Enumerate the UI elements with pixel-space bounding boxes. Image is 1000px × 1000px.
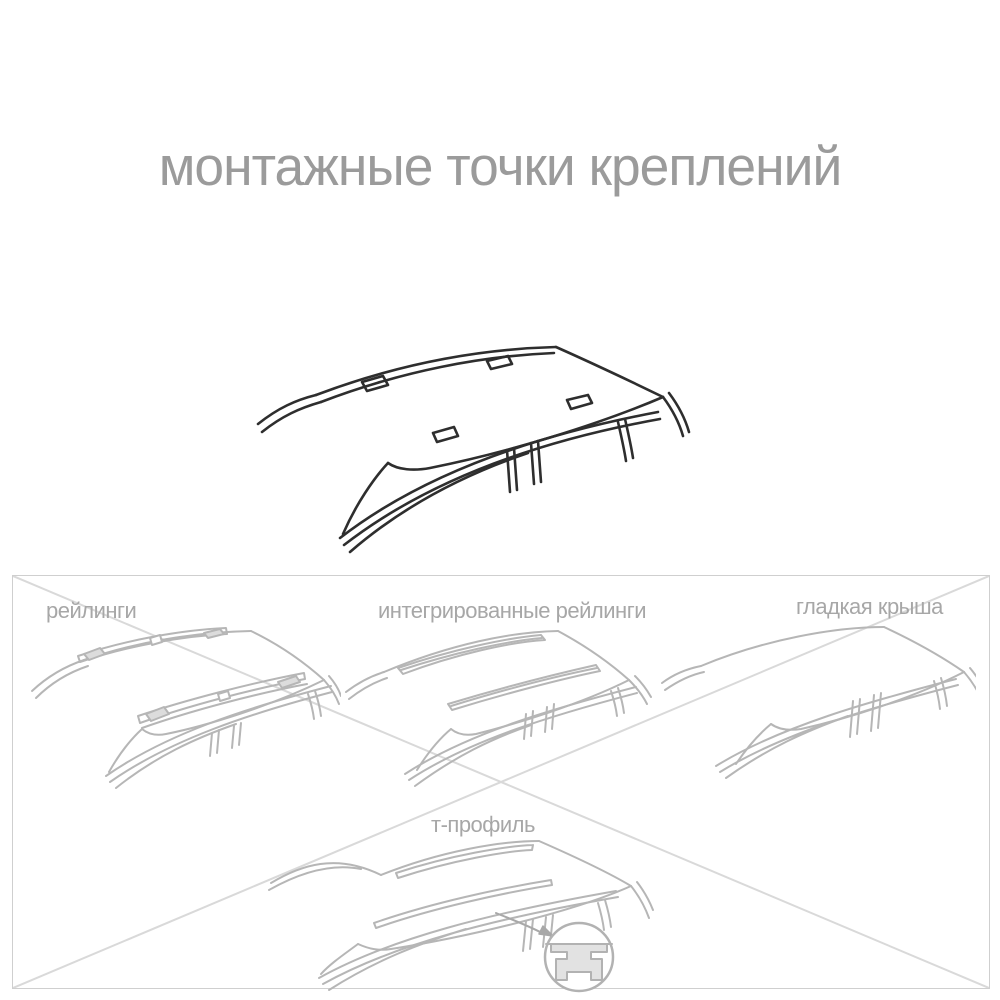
gutter-line-b xyxy=(344,419,660,545)
a-pillar-outer-line xyxy=(258,395,316,424)
gutter-line-a xyxy=(340,412,658,538)
label-integrated-rails: интегрированные рейлинги xyxy=(378,598,647,623)
b-pillar2-lines xyxy=(531,441,541,484)
a-pillar-inner-line xyxy=(262,402,321,432)
roof-right-edge xyxy=(556,347,663,397)
label-t-profile: т-профиль xyxy=(431,812,535,837)
smooth-roof-drawing xyxy=(656,621,976,796)
gutter-line-c xyxy=(350,453,528,552)
rear-pillar-lines xyxy=(663,393,689,436)
label-rails: рейлинги xyxy=(46,598,137,623)
b-pillar-lines xyxy=(507,448,517,492)
t-profile-roof-drawing xyxy=(261,833,661,997)
main-roof-mounting-points-drawing xyxy=(228,320,716,568)
windshield-edge xyxy=(343,463,388,534)
integrated-rails-roof-drawing xyxy=(341,624,661,799)
mounting-types-panel xyxy=(12,575,990,989)
label-smooth-roof: гладкая крыша xyxy=(796,594,943,619)
mounting-point-rect-3 xyxy=(433,427,458,442)
page-title: монтажные точки креплений xyxy=(158,135,842,197)
raised-rails-roof-drawing xyxy=(26,616,341,798)
mounting-point-rect-4 xyxy=(567,395,592,409)
